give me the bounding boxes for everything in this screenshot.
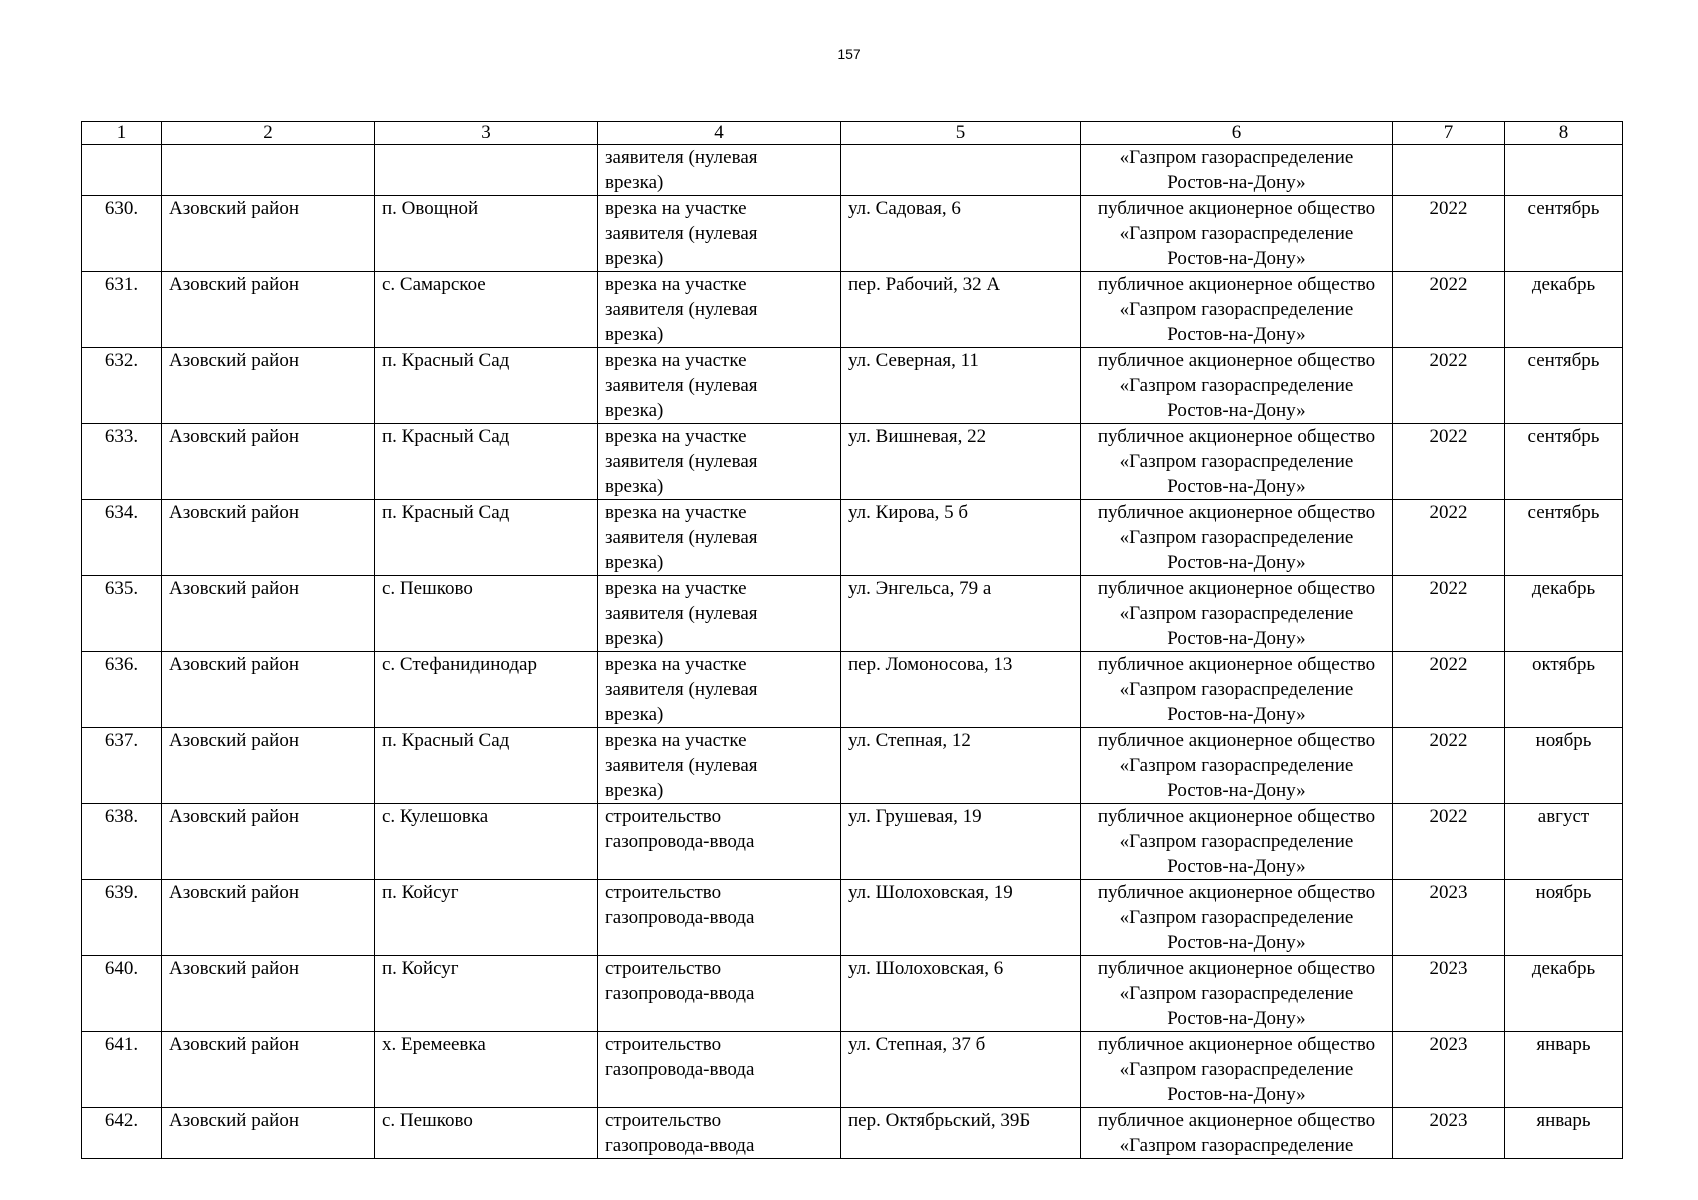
district-cell: Азовский район [162, 500, 375, 576]
table-row [82, 652, 1623, 728]
year-cell: 2023 [1393, 1032, 1505, 1108]
table-row [82, 1108, 1623, 1159]
table-row [82, 272, 1623, 348]
address-cell: ул. Шолоховская, 6 [841, 956, 1081, 1032]
year-cell: 2022 [1393, 272, 1505, 348]
locality-cell: с. Стефанидинодар [375, 652, 598, 728]
address-cell: ул. Грушевая, 19 [841, 804, 1081, 880]
address-cell: пер. Октябрьский, 39Б [841, 1108, 1081, 1159]
organization-cell: публичное акционерное общество «Газпром газораспределение [1081, 1108, 1393, 1159]
address-cell: ул. Садовая, 6 [841, 196, 1081, 272]
district-cell: Азовский район [162, 348, 375, 424]
year-cell: 2022 [1393, 500, 1505, 576]
table-row [82, 880, 1623, 956]
month-cell: ноябрь [1505, 728, 1623, 804]
district-cell: Азовский район [162, 1032, 375, 1108]
organization-cell: публичное акционерное общество «Газпром газораспределение Ростов-на-Дону» [1081, 500, 1393, 576]
organization-cell: публичное акционерное общество «Газпром газораспределение Ростов-на-Дону» [1081, 652, 1393, 728]
table-row [82, 956, 1623, 1032]
month-cell: октябрь [1505, 652, 1623, 728]
address-cell: ул. Степная, 12 [841, 728, 1081, 804]
year-cell: 2022 [1393, 728, 1505, 804]
header-cell: 2 [162, 122, 375, 145]
locality-cell: с. Кулешовка [375, 804, 598, 880]
month-cell: декабрь [1505, 956, 1623, 1032]
locality-cell: с. Пешково [375, 576, 598, 652]
address-cell: ул. Степная, 37 б [841, 1032, 1081, 1108]
organization-cell: публичное акционерное общество «Газпром газораспределение Ростов-на-Дону» [1081, 956, 1393, 1032]
address-cell: ул. Шолоховская, 19 [841, 880, 1081, 956]
row-number-cell: 635. [82, 576, 162, 652]
row-number-cell: 634. [82, 500, 162, 576]
header-cell: 8 [1505, 122, 1623, 145]
month-cell: январь [1505, 1032, 1623, 1108]
work-cell: врезка на участке заявителя (нулевая врезка) [598, 728, 841, 804]
organization-cell: публичное акционерное общество «Газпром газораспределение Ростов-на-Дону» [1081, 880, 1393, 956]
continuation-row [82, 145, 1623, 196]
locality-cell: п. Койсуг [375, 880, 598, 956]
work-cell: строительство газопровода-ввода [598, 804, 841, 880]
table-cell [375, 145, 598, 196]
organization-cell: публичное акционерное общество «Газпром газораспределение Ростов-на-Дону» [1081, 576, 1393, 652]
year-cell: 2022 [1393, 652, 1505, 728]
gasification-table [81, 121, 1623, 1159]
district-cell: Азовский район [162, 1108, 375, 1159]
work-cell: строительство газопровода-ввода [598, 1108, 841, 1159]
work-cell: заявителя (нулевая врезка) [598, 145, 841, 196]
district-cell: Азовский район [162, 804, 375, 880]
organization-cell: публичное акционерное общество «Газпром газораспределение Ростов-на-Дону» [1081, 348, 1393, 424]
month-cell: август [1505, 804, 1623, 880]
work-cell: врезка на участке заявителя (нулевая врезка) [598, 348, 841, 424]
locality-cell: с. Пешково [375, 1108, 598, 1159]
work-cell: врезка на участке заявителя (нулевая врезка) [598, 272, 841, 348]
month-cell: сентябрь [1505, 500, 1623, 576]
row-number-cell: 642. [82, 1108, 162, 1159]
locality-cell: х. Еремеевка [375, 1032, 598, 1108]
month-cell: сентябрь [1505, 424, 1623, 500]
address-cell: ул. Северная, 11 [841, 348, 1081, 424]
locality-cell: п. Красный Сад [375, 348, 598, 424]
table-cell [1505, 145, 1623, 196]
work-cell: строительство газопровода-ввода [598, 1032, 841, 1108]
row-number-cell: 630. [82, 196, 162, 272]
month-cell: ноябрь [1505, 880, 1623, 956]
organization-cell: публичное акционерное общество «Газпром газораспределение Ростов-на-Дону» [1081, 804, 1393, 880]
header-cell: 7 [1393, 122, 1505, 145]
work-cell: врезка на участке заявителя (нулевая врезка) [598, 500, 841, 576]
district-cell: Азовский район [162, 956, 375, 1032]
table-row [82, 576, 1623, 652]
locality-cell: п. Красный Сад [375, 424, 598, 500]
table-row [82, 348, 1623, 424]
year-cell: 2022 [1393, 576, 1505, 652]
month-cell: январь [1505, 1108, 1623, 1159]
table-row [82, 1032, 1623, 1108]
locality-cell: с. Самарское [375, 272, 598, 348]
year-cell: 2023 [1393, 1108, 1505, 1159]
locality-cell: п. Красный Сад [375, 728, 598, 804]
row-number-cell: 639. [82, 880, 162, 956]
table-row [82, 196, 1623, 272]
organization-cell: публичное акционерное общество «Газпром газораспределение Ростов-на-Дону» [1081, 728, 1393, 804]
organization-cell: публичное акционерное общество «Газпром газораспределение Ростов-на-Дону» [1081, 1032, 1393, 1108]
month-cell: декабрь [1505, 272, 1623, 348]
address-cell: пер. Рабочий, 32 А [841, 272, 1081, 348]
address-cell: ул. Вишневая, 22 [841, 424, 1081, 500]
district-cell: Азовский район [162, 424, 375, 500]
address-cell: ул. Энгельса, 79 а [841, 576, 1081, 652]
work-cell: врезка на участке заявителя (нулевая врезка) [598, 424, 841, 500]
table-row [82, 804, 1623, 880]
table-row [82, 728, 1623, 804]
year-cell: 2022 [1393, 424, 1505, 500]
district-cell: Азовский район [162, 196, 375, 272]
year-cell: 2022 [1393, 348, 1505, 424]
district-cell: Азовский район [162, 576, 375, 652]
district-cell: Азовский район [162, 728, 375, 804]
district-cell: Азовский район [162, 272, 375, 348]
work-cell: врезка на участке заявителя (нулевая врезка) [598, 652, 841, 728]
table-cell [841, 145, 1081, 196]
table-cell [82, 145, 162, 196]
address-cell: ул. Кирова, 5 б [841, 500, 1081, 576]
row-number-cell: 641. [82, 1032, 162, 1108]
year-cell: 2022 [1393, 196, 1505, 272]
row-number-cell: 640. [82, 956, 162, 1032]
table-row [82, 424, 1623, 500]
work-cell: строительство газопровода-ввода [598, 956, 841, 1032]
table-row [82, 500, 1623, 576]
locality-cell: п. Красный Сад [375, 500, 598, 576]
table-cell [162, 145, 375, 196]
table-cell [1393, 145, 1505, 196]
row-number-cell: 632. [82, 348, 162, 424]
locality-cell: п. Койсуг [375, 956, 598, 1032]
address-cell: пер. Ломоносова, 13 [841, 652, 1081, 728]
month-cell: сентябрь [1505, 348, 1623, 424]
organization-cell: публичное акционерное общество «Газпром газораспределение Ростов-на-Дону» [1081, 272, 1393, 348]
work-cell: врезка на участке заявителя (нулевая врезка) [598, 576, 841, 652]
year-cell: 2023 [1393, 956, 1505, 1032]
row-number-cell: 636. [82, 652, 162, 728]
work-cell: строительство газопровода-ввода [598, 880, 841, 956]
district-cell: Азовский район [162, 652, 375, 728]
district-cell: Азовский район [162, 880, 375, 956]
month-cell: сентябрь [1505, 196, 1623, 272]
row-number-cell: 638. [82, 804, 162, 880]
header-cell: 1 [82, 122, 162, 145]
page-number: 157 [837, 46, 861, 62]
row-number-cell: 633. [82, 424, 162, 500]
year-cell: 2022 [1393, 804, 1505, 880]
header-row [82, 122, 1623, 145]
year-cell: 2023 [1393, 880, 1505, 956]
organization-cell: публичное акционерное общество «Газпром газораспределение Ростов-на-Дону» [1081, 424, 1393, 500]
work-cell: врезка на участке заявителя (нулевая врезка) [598, 196, 841, 272]
row-number-cell: 637. [82, 728, 162, 804]
organization-cell: публичное акционерное общество «Газпром газораспределение Ростов-на-Дону» [1081, 196, 1393, 272]
header-cell: 3 [375, 122, 598, 145]
organization-cell: «Газпром газораспределение Ростов-на-Дону» [1081, 145, 1393, 196]
month-cell: декабрь [1505, 576, 1623, 652]
header-cell: 5 [841, 122, 1081, 145]
row-number-cell: 631. [82, 272, 162, 348]
header-cell: 4 [598, 122, 841, 145]
locality-cell: п. Овощной [375, 196, 598, 272]
header-cell: 6 [1081, 122, 1393, 145]
